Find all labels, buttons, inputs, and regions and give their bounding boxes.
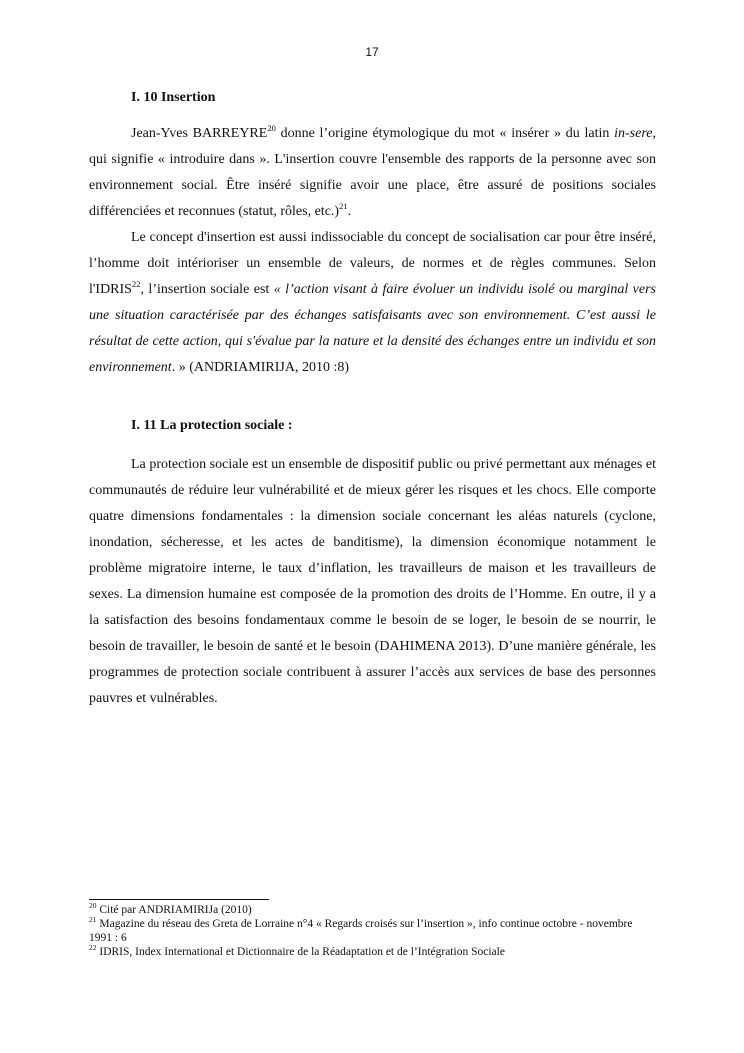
footnote-ref-20: 20 (267, 123, 276, 133)
section-body-insertion (89, 121, 656, 381)
latin-term: in-sere (614, 126, 653, 141)
page-number: 17 (365, 45, 379, 59)
section-heading-protection-sociale: I. 11 La protection sociale : (131, 418, 293, 433)
footnote-separator (89, 899, 269, 900)
footnotes (89, 903, 656, 959)
footnote-ref-22: 22 (131, 279, 141, 289)
paragraph-socialisation: Le concept d'insertion est aussi indissociable du concept de socialisation car pour être inséré, l’homme doit intérioriser un ensemble de valeurs, de normes et de règles communes. Selon l'IDRIS$^{22}$, l’insertion sociale est « l’action visant à faire évoluer un individu isolé ou marginal vers une situation caractérisée par des échanges satisfaisants avec son environnement. C’est aussi le résultat de cette action, qui s'évalue par la nature et la densité des échanges entre un individu et son environnement. » (ANDRIAMIRIJA, 2010 :8) (89, 230, 656, 375)
footnote-20: $^{20}$ Cité par ANDRIAMIRIJa (2010) (89, 901, 252, 916)
section-body-protection-sociale (89, 452, 656, 712)
paragraph-protection-sociale: La protection sociale est un ensemble de dispositif public ou privé permettant aux ménages et communautés de réduire leur vulnérabilité et de mieux gérer les risques et les chocs. Elle comporte quatre dimensions fondamentales : la dimension sociale concernant les aléas naturels (cyclone, inondation, sécheresse, et les actes de banditisme), la dimension économique notamment le problème migratoire interne, le taux d’inflation, les travailleurs de maison et les travailleurs de sexes. La dimension humaine est composée de la promotion des droits de l’Homme. En outre, il y a la satisfaction des besoins fondamentaux comme le besoin de se loger, le besoin de se nourrir, le besoin de travailler, le besoin de santé et le besoin (DAHIMENA 2013). D’une manière générale, les programmes de protection sociale contribuent à assurer l’accès aux services de base des personnes pauvres et vulnérables. (89, 457, 656, 706)
footnote-ref-21: 21 (339, 201, 348, 211)
section-heading-insertion: I. 10 Insertion (131, 90, 216, 105)
paragraph-etymology: Jean-Yves BARREYRE$^{20}$ donne l’origine étymologique du mot « insérer » du latin in-sere, qui signifie « introduire dans ». L'insertion couvre l'ensemble des rapports de la personne avec son environnement social. Être inséré signifie avoir une place, être assuré de positions sociales différenciées et reconnues (statut, rôles, etc.)$^{21}$. (89, 123, 656, 219)
footnote-21: $^{21}$ Magazine du réseau des Greta de Lorraine n°4 « Regards croisés sur l’insertion », info continue octobre - novembre 1991 : 6 (89, 915, 633, 944)
idris-quote: « l’action visant à faire évoluer un individu isolé ou marginal vers une situation caractérisée par des échanges satisfaisants avec son environnement. C’est aussi le résultat de cette action, qui s'évalue par la nature et la densité des échanges entre un individu et son environnement (89, 282, 656, 375)
footnote-22: $^{22}$ IDRIS, Index International et Dictionnaire de la Réadaptation et de l’Intégration Sociale (89, 943, 505, 958)
